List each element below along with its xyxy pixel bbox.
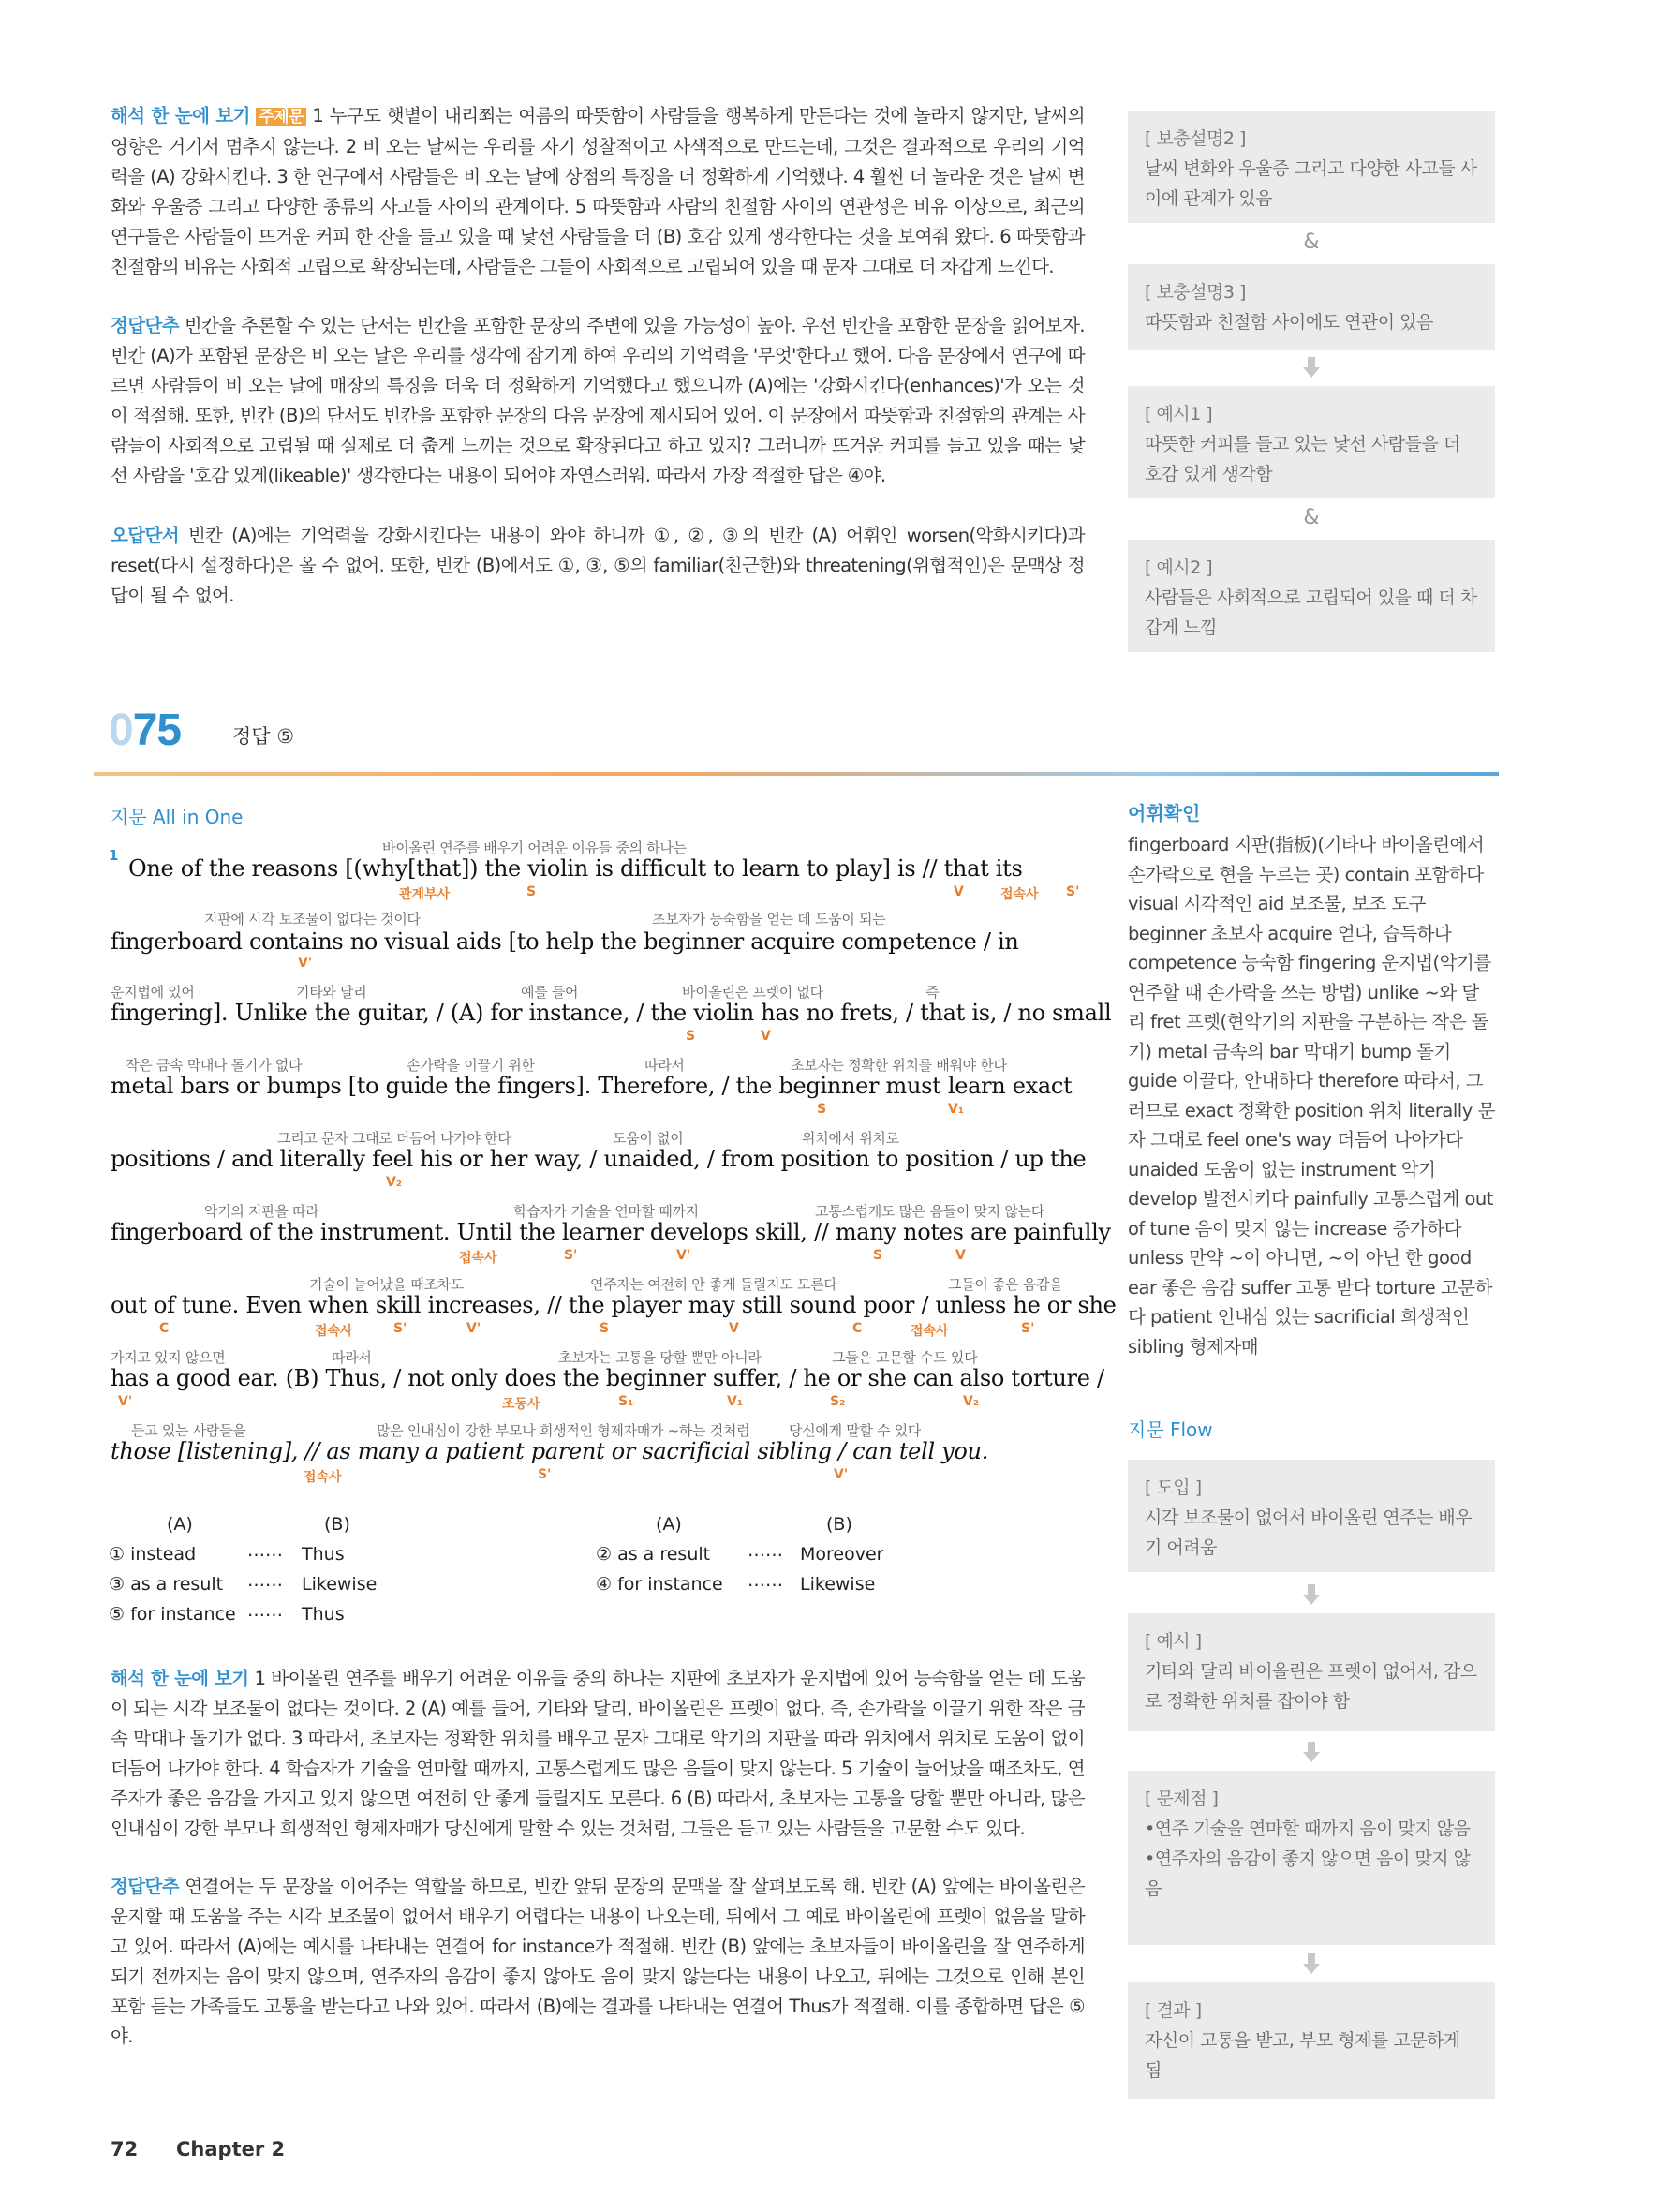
- gloss: 기술이 늘어났을 때조차도: [309, 1276, 465, 1293]
- gloss: 손가락을 이끌기 위한: [407, 1057, 535, 1074]
- grammar-tag: 조동사: [502, 1397, 540, 1412]
- passage-line: fingerboard of the instrument. Until the learner develops skill, // many notes are painfully: [111, 1219, 1111, 1245]
- options-head-b: (B): [826, 1514, 852, 1535]
- grammar-tag: S': [1021, 1321, 1035, 1336]
- passage-line: One of the reasons [(why[that]) the violin is difficult to learn to play] is // that its: [128, 855, 1023, 882]
- bottom-label: 해석 한 눈에 보기: [111, 1668, 249, 1689]
- ampersand: &: [1303, 506, 1320, 529]
- gloss: 고통스럽게도 많은 음들이 맞지 않는다: [815, 1203, 1044, 1220]
- flow-label: 지문 Flow: [1128, 1418, 1213, 1441]
- passage-line: fingerboard contains no visual aids [to help the beginner acquire competence / in: [111, 928, 1019, 955]
- gloss: 바이올린 연주를 배우기 어려운 이유들 중의 하나는: [382, 839, 687, 856]
- gloss: 듣고 있는 사람들을: [131, 1422, 246, 1439]
- vocab-label: 어휘확인: [1128, 802, 1201, 824]
- option-2-b: Moreover: [800, 1544, 884, 1565]
- bottom-answer-explanation: [111, 1872, 1085, 2052]
- option-5[interactable]: ⑤ for instance: [109, 1604, 236, 1625]
- chapter-label: Chapter 2: [176, 2138, 286, 2160]
- flow-box: [1128, 1982, 1495, 2099]
- top-wrong-label: 오답단서: [111, 525, 179, 546]
- side-note-box: [1128, 264, 1495, 350]
- down-arrow-icon: [1303, 1752, 1320, 1762]
- grammar-tag: C: [159, 1321, 170, 1336]
- passage-line: has a good ear. (B) Thus, / not only does the beginner suffer, / he or she can also torture /: [111, 1365, 1104, 1391]
- grammar-tag: 접속사: [315, 1324, 353, 1339]
- options-head-a: (A): [167, 1514, 193, 1535]
- gloss: 초보자는 고통을 당할 뿐만 아니라: [558, 1349, 762, 1366]
- grammar-tag: V: [955, 1248, 966, 1263]
- topic-tag: 주제문: [256, 108, 305, 126]
- gloss: 예를 들어: [521, 984, 579, 1001]
- option-dots: ……: [247, 1570, 283, 1591]
- passage-line: out of tune. Even when skill increases, // the player may still sound poor / unless he or she: [111, 1292, 1117, 1318]
- flow-body: 기타와 달리 바이올린은 프렛이 없어서, 감으로 정확한 위치를 잡아야 함: [1145, 1661, 1477, 1712]
- grammar-tag: 접속사: [459, 1251, 497, 1266]
- bottom-translation: 1 바이올린 연주를 배우기 어려운 이유들 중의 하나는 지판에 초보자가 운지법에 있어 능숙함을 얻는 데 도움이 되는 시각 보조물이 없다는 것이다. 2 (A) 예를 들어, 기타와 달리, 바이올린은 프렛이 없다. 즉, 손가락을 이끌기 위한 작은 금속 막대나 돌기가 없다. 3 따라서, 초보자는 정확한 위치를 배우고 문자 그대로 악기의 지판을 따라 위치에서 위치로 도움이 없이 더듬어 나가야 한다. 4 학습자가 기술을 연마할 때까지, 고통스럽게도 많은 음들이 맞지 않는다. 5 기술이 늘어났을 때조차도, 연주자가 좋은 음감을 가지고 있지 않으면 여전히 안 좋게 들릴지도 모른다. 6 (B) 따라서, 초보자는 고통을 당할 뿐만 아니라, 많은 인내심이 강한 부모나 희생적인 형제자매가 당신에게 말할 수 있는 것처럼, 그들은 듣고 있는 사람들을 고문할 수도 있다.: [111, 1668, 1085, 1839]
- grammar-tag: 관계부사: [399, 887, 451, 902]
- option-1[interactable]: ① instead: [109, 1544, 197, 1565]
- top-wrong-explanation: [111, 521, 1085, 611]
- grammar-tag: V₂: [386, 1175, 402, 1190]
- gloss: 작은 금속 막대나 돌기가 없다: [126, 1057, 303, 1074]
- grammar-tag: V₁: [727, 1394, 743, 1409]
- grammar-tag: S': [538, 1467, 552, 1482]
- gloss: 운지법에 있어: [111, 984, 195, 1001]
- gloss: 가지고 있지 않으면: [111, 1349, 226, 1366]
- down-arrow-icon: [1303, 367, 1320, 378]
- passage-line: those [listening], // as many a patient parent or sacrificial sibling / can tell you.: [111, 1438, 989, 1464]
- side-note-head: [ 보충설명3 ]: [1145, 282, 1246, 303]
- top-explanation: [111, 101, 1085, 282]
- passage-line: fingering]. Unlike the guitar, / (A) for instance, / the violin has no frets, / that is, / no small: [111, 1000, 1112, 1026]
- option-2[interactable]: ② as a result: [596, 1544, 711, 1565]
- top-answer-label: 정답단추: [111, 315, 179, 336]
- grammar-tag: V': [118, 1394, 133, 1409]
- grammar-tag: 접속사: [1000, 887, 1039, 902]
- bottom-answer-text: 연결어는 두 문장을 이어주는 역할을 하므로, 빈칸 앞뒤 문장의 문맥을 잘 살펴보도록 해. 빈칸 (A) 앞에는 바이올린은 운지할 때 도움을 주는 시각 보조물이 없어서 배우기 어렵다는 내용이 나오는데, 뒤에서 그 예로 바이올린에 프렛이 없음을 말하고 있어. 따라서 (A)에는 예시를 나타내는 연결어 for instance가 적절해. 빈칸 (B) 앞에는 초보자들이 바이올린을 잘 연주하게 되기 전까지는 음이 맞지 않으며, 연주자의 음감이 좋지 않아도 음이 맞지 않는다는 내용이 나오고, 뒤에는 그것으로 인해 본인 포함 듣는 가족들도 고통을 받는다고 나와 있어. 따라서 (B)에는 결과를 나타내는 연결어 Thus가 적절해. 이를 종합하면 답은 ⑤야.: [111, 1876, 1085, 2047]
- grammar-tag: S: [600, 1321, 610, 1336]
- passage-line: metal bars or bumps [to guide the fingers]. Therefore, / the beginner must learn exact: [111, 1073, 1073, 1099]
- grammar-tag: S: [686, 1029, 696, 1044]
- sentence-number: 1: [109, 847, 119, 864]
- flow-body: 시각 보조물이 없어서 바이올린 연주는 배우기 어려움: [1145, 1507, 1473, 1558]
- passage-line: positions / and literally feel his or her way, / unaided, / from position to position / up the: [111, 1146, 1087, 1172]
- bottom-answer-label: 정답단추: [111, 1876, 179, 1897]
- side-note-box: [1128, 540, 1495, 652]
- grammar-tag: S': [1066, 884, 1080, 899]
- gloss: 바이올린은 프렛이 없다: [682, 984, 823, 1001]
- grammar-tag: V': [834, 1467, 849, 1482]
- top-wrong-text: 빈칸 (A)에는 기억력을 강화시킨다는 내용이 와야 하니까 ①, ②, ③의 빈칸 (A) 어휘인 worsen(악화시키다)과 reset(다시 설정하다)은 올 수 없어. 또한, 빈칸 (B)에서도 ①, ③, ⑤의 familiar(친근한)와 threatening(위협적인)은 문맥상 정답이 될 수 없어.: [111, 525, 1085, 606]
- side-note-head: [ 보충설명2 ]: [1145, 128, 1246, 149]
- option-dots: ……: [247, 1600, 283, 1621]
- grammar-tag: V': [676, 1248, 691, 1263]
- grammar-tag: V': [298, 956, 313, 971]
- grammar-tag: V₂: [963, 1394, 979, 1409]
- grammar-tag: V': [466, 1321, 481, 1336]
- grammar-tag: V₁: [948, 1102, 964, 1117]
- options-head-b: (B): [324, 1514, 350, 1535]
- flow-box: [1128, 1613, 1495, 1731]
- gloss: 도움이 없이: [613, 1130, 684, 1147]
- down-arrow-icon: [1303, 1964, 1320, 1974]
- top-answer-text: 빈칸을 추론할 수 있는 단서는 빈칸을 포함한 문장의 주변에 있을 가능성이 높아. 우선 빈칸을 포함한 문장을 읽어보자. 빈칸 (A)가 포함된 문장은 비 오는 날은 우리를 생각에 잠기게 하여 우리의 기억력을 '무엇'한다고 했어. 다음 문장에서 연구에 따르면 사람들이 비 오는 날에 매장의 특징을 더욱 더 정확하게 기억했다고 했으니까 (A)에는 '강화시킨다(enhances)'가 오는 것이 적절해. 또한, 빈칸 (B)의 단서도 빈칸을 포함한 문장의 다음 문장에 제시되어 있어. 이 문장에서 따뜻함과 친절함의 관계는 사람들이 사회적으로 고립될 때 실제로 더 춥게 느끼는 것으로 확장된다고 하고 있지? 그러니까 뜨거운 커피를 들고 있을 때는 낯선 사람을 '호감 있게(likeable)' 생각한다는 내용이 되어야 자연스러워. 따라서 가장 적절한 답은 ④야.: [111, 315, 1085, 486]
- ampersand: &: [1303, 230, 1320, 254]
- gloss: 당신에게 말할 수 있다: [789, 1422, 922, 1439]
- grammar-tag: S₂: [830, 1394, 846, 1409]
- flow-item: •연주 기술을 연마할 때까지 음이 맞지 않음: [1145, 1819, 1471, 1839]
- gloss: 즉: [925, 984, 940, 1001]
- side-note-head: [ 예시2 ]: [1145, 557, 1213, 578]
- gloss: 지판에 시각 보조물이 없다는 것이다: [204, 911, 421, 928]
- vocab-list: fingerboard 지판(指板)(기타나 바이올린에서 손가락으로 현을 누르는 곳) contain 포함하다 visual 시각적인 aid 보조물, 보조 도구 beginner 초보자 acquire 얻다, 습득하다 competence 능숙함 fingering 운지법(악기를 연주할 때 손가락을 쓰는 방법) unlike ~와 달리 fret 프렛(현악기의 지판을 구분하는 작은 돌기) metal 금속의 bar 막대기 bump 돌기 guide 이끌다, 안내하다 therefore 따라서, 그러므로 exact 정확한 position 위치 literally 문자 그대로 feel one's way 더듬어 나아가다 unaided 도움이 없는 instrument 악기 develop 발전시키다 painfully 고통스럽게 out of tune 음이 맞지 않는 increase 증가하다 unless 만약 ~이 아니면, ~이 아닌 한 good ear 좋은 음감 suffer 고통 받다 torture 고문하다 patient 인내심 있는 sacrificial 희생적인 sibling 형제자매: [1128, 834, 1495, 1358]
- page-number: 72: [111, 2138, 139, 2160]
- option-3-b: Likewise: [302, 1574, 378, 1595]
- grammar-tag: V: [729, 1321, 739, 1336]
- option-4-b: Likewise: [800, 1574, 876, 1595]
- side-note-body: 날씨 변화와 우울증 그리고 다양한 사고들 사이에 관계가 있음: [1145, 158, 1477, 209]
- option-dots: ……: [247, 1540, 283, 1561]
- option-dots: ……: [748, 1540, 783, 1561]
- passage-label: 지문 All in One: [111, 806, 244, 828]
- flow-box: [1128, 1460, 1495, 1572]
- gloss: 많은 인내심이 강한 부모나 희생적인 형제자매가 ~하는 것처럼: [377, 1422, 750, 1439]
- grammar-tag: S': [564, 1248, 578, 1263]
- question-answer: 정답 ⑤: [232, 725, 295, 748]
- question-number: 075: [109, 705, 182, 755]
- side-note-body: 따뜻한 커피를 들고 있는 낯선 사람들을 더 호감 있게 생각함: [1145, 434, 1460, 484]
- option-4[interactable]: ④ for instance: [596, 1574, 723, 1595]
- gloss: 그들이 좋은 음감을: [948, 1276, 1063, 1293]
- side-note-box: [1128, 386, 1495, 498]
- grammar-tag: C: [852, 1321, 863, 1336]
- top-translation: 1 누구도 햇볕이 내리쬐는 여름의 따뜻함이 사람들을 행복하게 만든다는 것에 놀라지 않지만, 날씨의 영향은 거기서 멈추지 않는다. 2 비 오는 날씨는 우리를 자기 성찰적이고 사색적으로 만드는데, 그것은 결과적으로 우리의 기억력을 (A) 강화시킨다. 3 한 연구에서 사람들은 비 오는 날에 상점의 특징을 더 정확하게 기억했다. 4 훨씬 더 놀라운 것은 날씨 변화와 우울증 그리고 다양한 종류의 사고들 사이의 관계이다. 5 따뜻함과 사람의 친절함 사이의 연관성은 비유 이상으로, 최근의 연구들은 사람들이 뜨거운 커피 한 잔을 들고 있을 때 낯선 사람들을 더 (B) 호감 있게 생각한다는 것을 보여줘 왔다. 6 따뜻함과 친절함의 비유는 사회적 고립으로 확장되는데, 사람들은 그들이 사회적으로 고립되어 있을 때 문자 그대로 더 차갑게 느낀다.: [111, 105, 1085, 277]
- gloss: 연주자는 여전히 안 좋게 들릴지도 모른다: [590, 1276, 837, 1293]
- grammar-tag: S: [526, 884, 537, 899]
- flow-head: [ 결과 ]: [1145, 2000, 1202, 2021]
- gloss: 초보자는 정확한 위치를 배워야 한다: [791, 1057, 1007, 1074]
- gloss: 따라서: [332, 1349, 372, 1366]
- gloss: 그들은 고문할 수도 있다: [832, 1349, 978, 1366]
- bottom-explanation: [111, 1664, 1085, 1844]
- flow-box: [1128, 1771, 1495, 1945]
- grammar-tag: S': [393, 1321, 407, 1336]
- gloss: 위치에서 위치로: [802, 1130, 899, 1147]
- side-note-head: [ 예시1 ]: [1145, 404, 1213, 424]
- gloss: 기타와 달리: [296, 984, 367, 1001]
- grammar-tag: 접속사: [304, 1470, 342, 1485]
- option-1-b: Thus: [302, 1544, 345, 1565]
- gloss: 악기의 지판을 따라: [204, 1203, 319, 1220]
- gloss: 학습자가 기술을 연마할 때까지: [513, 1203, 699, 1220]
- option-dots: ……: [748, 1570, 783, 1591]
- grammar-tag: V: [954, 884, 964, 899]
- gloss: 따라서: [644, 1057, 685, 1074]
- grammar-tag: S₁: [618, 1394, 634, 1409]
- grammar-tag: S: [817, 1102, 827, 1117]
- side-note-box: [1128, 111, 1495, 223]
- options-head-a: (A): [656, 1514, 682, 1535]
- side-note-body: 사람들은 사회적으로 고립되어 있을 때 더 차갑게 느낌: [1145, 587, 1477, 638]
- grammar-tag: 접속사: [911, 1324, 949, 1339]
- down-arrow-icon: [1303, 1595, 1320, 1605]
- option-3[interactable]: ③ as a result: [109, 1574, 224, 1595]
- gloss: 그리고 문자 그대로 더듬어 나가야 한다: [277, 1130, 511, 1147]
- flow-item: •연주자의 음감이 좋지 않으면 음이 맞지 않음: [1145, 1848, 1471, 1899]
- flow-head: [ 문제점 ]: [1145, 1789, 1219, 1809]
- flow-head: [ 예시 ]: [1145, 1631, 1202, 1652]
- divider: [94, 772, 1499, 776]
- grammar-tag: V: [761, 1029, 771, 1044]
- option-5-b: Thus: [302, 1604, 345, 1625]
- flow-body: 자신이 고통을 받고, 부모 형제를 고문하게 됨: [1145, 2030, 1460, 2081]
- top-answer-explanation: [111, 311, 1085, 491]
- grammar-tag: S: [873, 1248, 883, 1263]
- side-note-body: 따뜻함과 친절함 사이에도 연관이 있음: [1145, 312, 1433, 333]
- top-label: 해석 한 눈에 보기: [111, 105, 250, 126]
- gloss: 초보자가 능숙함을 얻는 데 도움이 되는: [652, 911, 886, 928]
- flow-head: [ 도입 ]: [1145, 1477, 1202, 1498]
